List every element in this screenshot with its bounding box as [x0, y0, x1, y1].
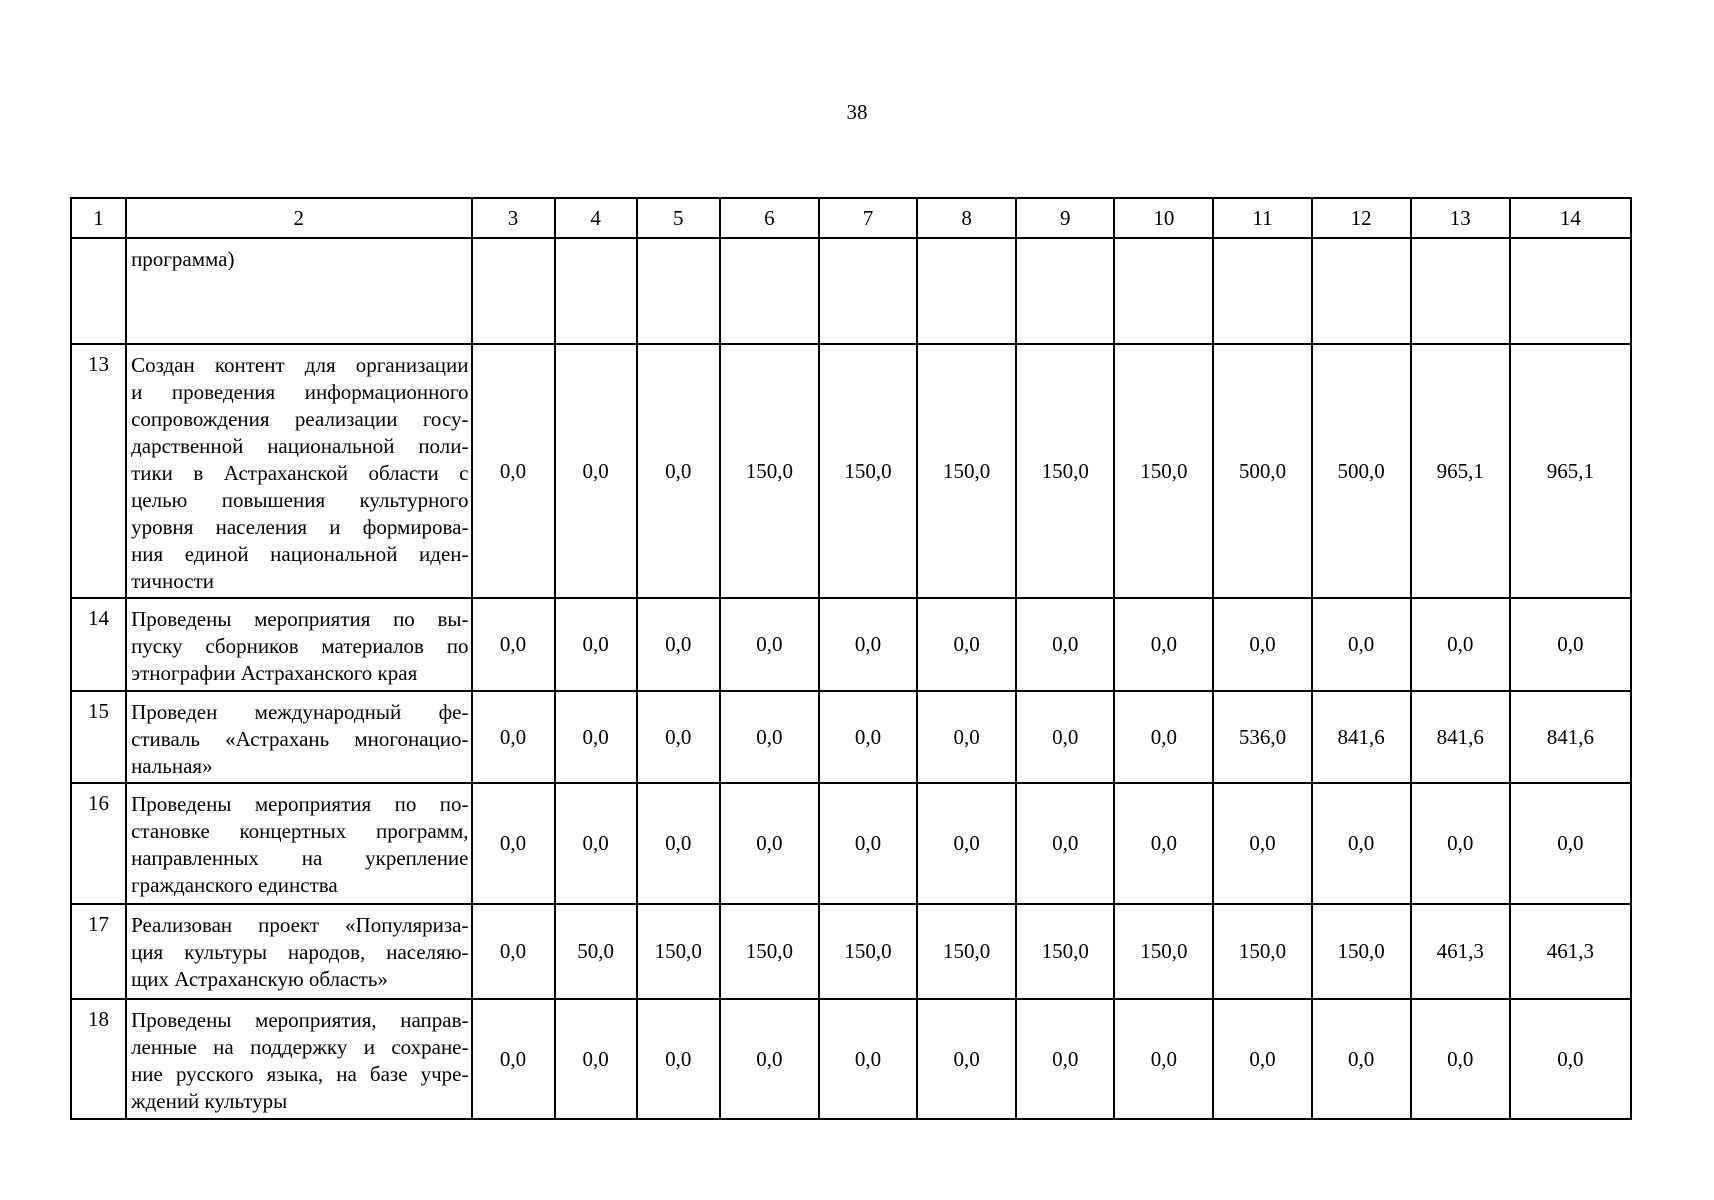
row-description [126, 598, 471, 691]
value-cell: 0,0 [819, 691, 917, 783]
row-description [126, 999, 471, 1119]
description-line: щих Астраханскую область» [131, 967, 388, 991]
value-cell: 0,0 [472, 904, 555, 999]
value-cell: 0,0 [472, 783, 555, 904]
column-header: 7 [819, 198, 917, 238]
description-line: целью повышения культурного [131, 488, 469, 512]
table-row [71, 598, 1631, 691]
value-cell: 0,0 [1312, 999, 1411, 1119]
description-line: ния единой национальной иден- [131, 542, 469, 566]
column-header: 11 [1213, 198, 1311, 238]
value-cell [1510, 238, 1631, 344]
value-cell: 965,1 [1510, 344, 1631, 598]
value-cell: 500,0 [1312, 344, 1411, 598]
value-cell [1213, 238, 1311, 344]
description-line: становке концертных программ, [131, 819, 469, 843]
row-number: 14 [71, 598, 126, 691]
column-header: 10 [1114, 198, 1213, 238]
value-cell: 0,0 [1114, 783, 1213, 904]
value-cell: 0,0 [819, 999, 917, 1119]
description-line: ция культуры народов, населяю- [131, 940, 469, 964]
description-line: программа) [131, 247, 235, 271]
row-description [126, 691, 471, 783]
column-header: 6 [720, 198, 819, 238]
table-row [71, 691, 1631, 783]
value-cell: 0,0 [917, 598, 1016, 691]
value-cell: 150,0 [1016, 344, 1114, 598]
description-line: тики в Астраханской области с [131, 461, 469, 485]
value-cell: 0,0 [472, 598, 555, 691]
description-line: дарственной национальной поли- [131, 434, 469, 458]
value-cell: 0,0 [1312, 598, 1411, 691]
page-number: 38 [846, 100, 868, 124]
description-line: Проведены мероприятия, направ- [131, 1008, 469, 1032]
value-cell: 0,0 [472, 999, 555, 1119]
value-cell: 150,0 [720, 344, 819, 598]
value-cell: 150,0 [917, 904, 1016, 999]
description-line: Проведены мероприятия по по- [131, 792, 469, 816]
column-header: 3 [472, 198, 555, 238]
table-row [71, 783, 1631, 904]
value-cell: 0,0 [1016, 783, 1114, 904]
row-number: 17 [71, 904, 126, 999]
value-cell: 0,0 [720, 691, 819, 783]
value-cell [720, 238, 819, 344]
data-table [70, 197, 1632, 1120]
value-cell: 0,0 [637, 598, 720, 691]
column-header: 2 [126, 198, 471, 238]
value-cell: 0,0 [1411, 783, 1510, 904]
value-cell: 0,0 [555, 691, 637, 783]
column-header: 13 [1411, 198, 1510, 238]
header-row [71, 198, 1631, 238]
row-description [126, 783, 471, 904]
description-line: Создан контент для организации [131, 353, 469, 377]
value-cell: 0,0 [472, 344, 555, 598]
description-line: и проведения информационного [131, 380, 469, 404]
value-cell: 841,6 [1312, 691, 1411, 783]
value-cell: 0,0 [1213, 999, 1311, 1119]
value-cell: 150,0 [1213, 904, 1311, 999]
row-description [126, 344, 471, 598]
value-cell: 461,3 [1510, 904, 1631, 999]
value-cell: 0,0 [1016, 598, 1114, 691]
description-line: ждений культуры [131, 1089, 288, 1113]
description-line: ние русского языка, на базе учре- [131, 1062, 469, 1086]
value-cell: 965,1 [1411, 344, 1510, 598]
value-cell: 150,0 [637, 904, 720, 999]
row-number: 15 [71, 691, 126, 783]
row-description [126, 904, 471, 999]
value-cell: 50,0 [555, 904, 637, 999]
column-header: 1 [71, 198, 126, 238]
value-cell [637, 238, 720, 344]
row-number: 13 [71, 344, 126, 598]
value-cell: 150,0 [720, 904, 819, 999]
table-body [71, 198, 1631, 1119]
column-header: 4 [555, 198, 637, 238]
table-row [71, 238, 1631, 344]
table-row [71, 904, 1631, 999]
value-cell [1411, 238, 1510, 344]
value-cell: 150,0 [819, 904, 917, 999]
value-cell: 0,0 [1510, 598, 1631, 691]
value-cell: 0,0 [917, 691, 1016, 783]
value-cell: 0,0 [1411, 598, 1510, 691]
value-cell: 150,0 [1312, 904, 1411, 999]
description-line: пуску сборников материалов по [131, 634, 469, 658]
value-cell: 150,0 [1016, 904, 1114, 999]
value-cell: 0,0 [1312, 783, 1411, 904]
value-cell: 841,6 [1411, 691, 1510, 783]
description-line: Проведен международный фе- [131, 700, 469, 724]
value-cell: 0,0 [637, 783, 720, 904]
value-cell [1016, 238, 1114, 344]
value-cell: 0,0 [720, 598, 819, 691]
description-line: нальная» [131, 754, 213, 778]
value-cell: 0,0 [1213, 783, 1311, 904]
description-line: этнографии Астраханского края [131, 661, 418, 685]
description-line: Проведены мероприятия по вы- [131, 607, 469, 631]
value-cell [555, 238, 637, 344]
value-cell: 150,0 [1114, 344, 1213, 598]
column-header: 9 [1016, 198, 1114, 238]
row-number: 16 [71, 783, 126, 904]
value-cell: 0,0 [819, 783, 917, 904]
value-cell: 0,0 [917, 999, 1016, 1119]
value-cell: 0,0 [637, 691, 720, 783]
row-description [126, 238, 471, 344]
column-header: 5 [637, 198, 720, 238]
value-cell: 0,0 [1016, 999, 1114, 1119]
value-cell [1114, 238, 1213, 344]
value-cell: 0,0 [1510, 783, 1631, 904]
value-cell: 500,0 [1213, 344, 1311, 598]
column-header: 12 [1312, 198, 1411, 238]
description-line: Реализован проект «Популяриза- [131, 913, 469, 937]
column-header: 8 [917, 198, 1016, 238]
value-cell: 0,0 [917, 783, 1016, 904]
value-cell: 461,3 [1411, 904, 1510, 999]
value-cell: 0,0 [1114, 598, 1213, 691]
value-cell [472, 238, 555, 344]
value-cell: 150,0 [917, 344, 1016, 598]
value-cell [917, 238, 1016, 344]
value-cell: 0,0 [720, 783, 819, 904]
row-number [71, 238, 126, 344]
value-cell: 150,0 [1114, 904, 1213, 999]
value-cell: 0,0 [637, 999, 720, 1119]
value-cell: 0,0 [1114, 999, 1213, 1119]
value-cell: 150,0 [819, 344, 917, 598]
column-header: 14 [1510, 198, 1631, 238]
value-cell [1312, 238, 1411, 344]
value-cell: 0,0 [555, 598, 637, 691]
value-cell: 0,0 [555, 344, 637, 598]
value-cell [819, 238, 917, 344]
description-line: уровня населения и формирова- [131, 515, 469, 539]
value-cell: 536,0 [1213, 691, 1311, 783]
description-line: гражданского единства [131, 873, 338, 897]
value-cell: 0,0 [555, 999, 637, 1119]
value-cell: 0,0 [472, 691, 555, 783]
table-row [71, 999, 1631, 1119]
value-cell: 0,0 [819, 598, 917, 691]
value-cell: 0,0 [1411, 999, 1510, 1119]
description-line: сопровождения реализации госу- [131, 407, 469, 431]
value-cell: 0,0 [1016, 691, 1114, 783]
row-number: 18 [71, 999, 126, 1119]
value-cell: 0,0 [1114, 691, 1213, 783]
table-row [71, 344, 1631, 598]
description-line: направленных на укрепление [131, 846, 469, 870]
value-cell: 841,6 [1510, 691, 1631, 783]
description-line: стиваль «Астрахань многонацио- [131, 727, 469, 751]
value-cell: 0,0 [637, 344, 720, 598]
value-cell: 0,0 [1213, 598, 1311, 691]
value-cell: 0,0 [555, 783, 637, 904]
value-cell: 0,0 [1510, 999, 1631, 1119]
description-line: ленные на поддержку и сохране- [131, 1035, 469, 1059]
value-cell: 0,0 [720, 999, 819, 1119]
description-line: тичности [131, 569, 215, 593]
